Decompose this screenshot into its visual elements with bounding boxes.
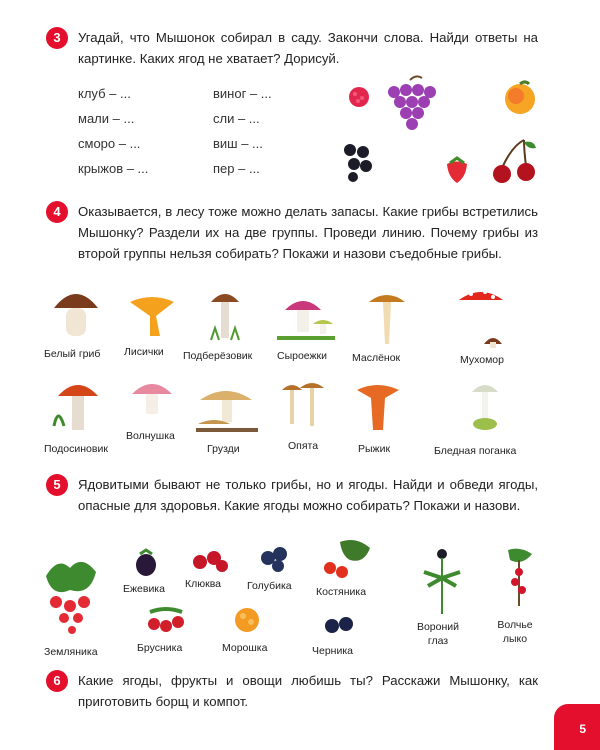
blueberry-icon [322,610,356,638]
berry-label: Вороний глаз [416,621,460,647]
word-blank: крыжов – ... [78,161,149,176]
aspen-bolete-icon [48,376,106,436]
fly-agaric-small-icon [480,330,506,350]
berry-label: Черника [312,645,354,657]
task-text-6: Какие ягоды, фрукты и овощи любишь ты? Расскажи Мышонку, как приготовить борщ и компот. [78,673,538,709]
fly-agaric-icon [455,284,507,324]
strawberry-icon [442,155,472,185]
task-number-4: 4 [46,201,68,223]
mushroom-label: Рыжик [358,443,391,455]
berry-label: Волчье лыко [497,619,533,645]
berry-label: Морошка [222,642,268,654]
task-number-3: 3 [46,27,68,49]
raspberry-icon [345,83,373,109]
word-blank: мали – ... [78,111,135,126]
word-blank: клуб – ... [78,86,131,101]
task-text-4: Оказывается, в лесу тоже можно делать запасы. Какие грибы встретились Мышонку? Раздели их на две группы. Проведи линию. Почему грибы из второй группы нельзя собирать? Покажи и назови съедобные грибы. [78,204,538,261]
berry-label: Костяника [316,586,367,598]
mushroom-label: Бледная поганка [434,445,517,457]
mushroom-label: Подосиновик [44,443,108,455]
milk-mushroom-icon [196,378,258,438]
birch-bolete-icon [205,284,245,344]
chanterelle-icon [126,290,178,342]
mushroom-label: Волнушка [126,430,175,442]
death-cap-icon [468,376,502,434]
berry-label: Ежевика [123,583,165,595]
stone-bramble-icon [320,538,374,582]
cherry-icon [488,138,540,186]
butter-mushroom-icon [367,288,407,348]
mushroom-label: Лисички [124,346,164,358]
blueberry-bog-icon [258,544,292,574]
blackcurrant-icon [340,140,374,184]
task-number-6: 6 [46,670,68,692]
daphne-icon [500,546,538,608]
mushroom-label: Сыроежки [277,350,328,362]
lingonberry-icon [144,604,188,640]
mushroom-label: Белый гриб [44,348,101,360]
woolly-milkcap-icon [130,376,174,422]
berry-label: Клюква [185,578,222,590]
word-blank: виш – ... [213,136,263,151]
page-number-corner [554,704,600,750]
mushroom-label: Грузди [207,443,240,455]
grapes-icon [382,72,444,134]
word-blank: пер – ... [213,161,260,176]
task-text-5: Ядовитыми бывают не только грибы, но и ягоды. Найди и обведи ягоды, опасные для здоровья. Какие ягоды можно собирать? Покажи и назови. [78,477,538,513]
mushroom-label: Подберёзовик [183,350,253,362]
berry-label: Голубика [247,580,292,592]
page-number: 5 [579,722,586,736]
saffron-milkcap-icon [355,380,401,438]
porcini-mushroom-icon [50,284,102,344]
word-blank: сли – ... [213,111,260,126]
cloudberry-icon [232,602,262,638]
berry-label: Брусника [137,642,183,654]
word-blank: сморо – ... [78,136,141,151]
peach-icon [501,80,539,116]
russula-icon [277,290,335,344]
honey-mushroom-icon [280,378,330,434]
mushroom-label: Мухомор [460,354,504,366]
word-blank: виног – ... [213,86,272,101]
task-number-5: 5 [46,474,68,496]
wild-strawberry-icon [42,546,100,636]
cranberry-icon [190,546,230,574]
mushroom-label: Маслёнок [352,352,401,364]
blackberry-icon [132,548,160,578]
mushroom-label: Опята [288,440,319,452]
herb-paris-icon [422,548,462,618]
task-text-3: Угадай, что Мышонок собирал в саду. Закончи слова. Найди ответы на картинке. Каких ягод не хватает? Дорисуй. [78,30,538,66]
berry-label: Земляника [44,646,98,658]
